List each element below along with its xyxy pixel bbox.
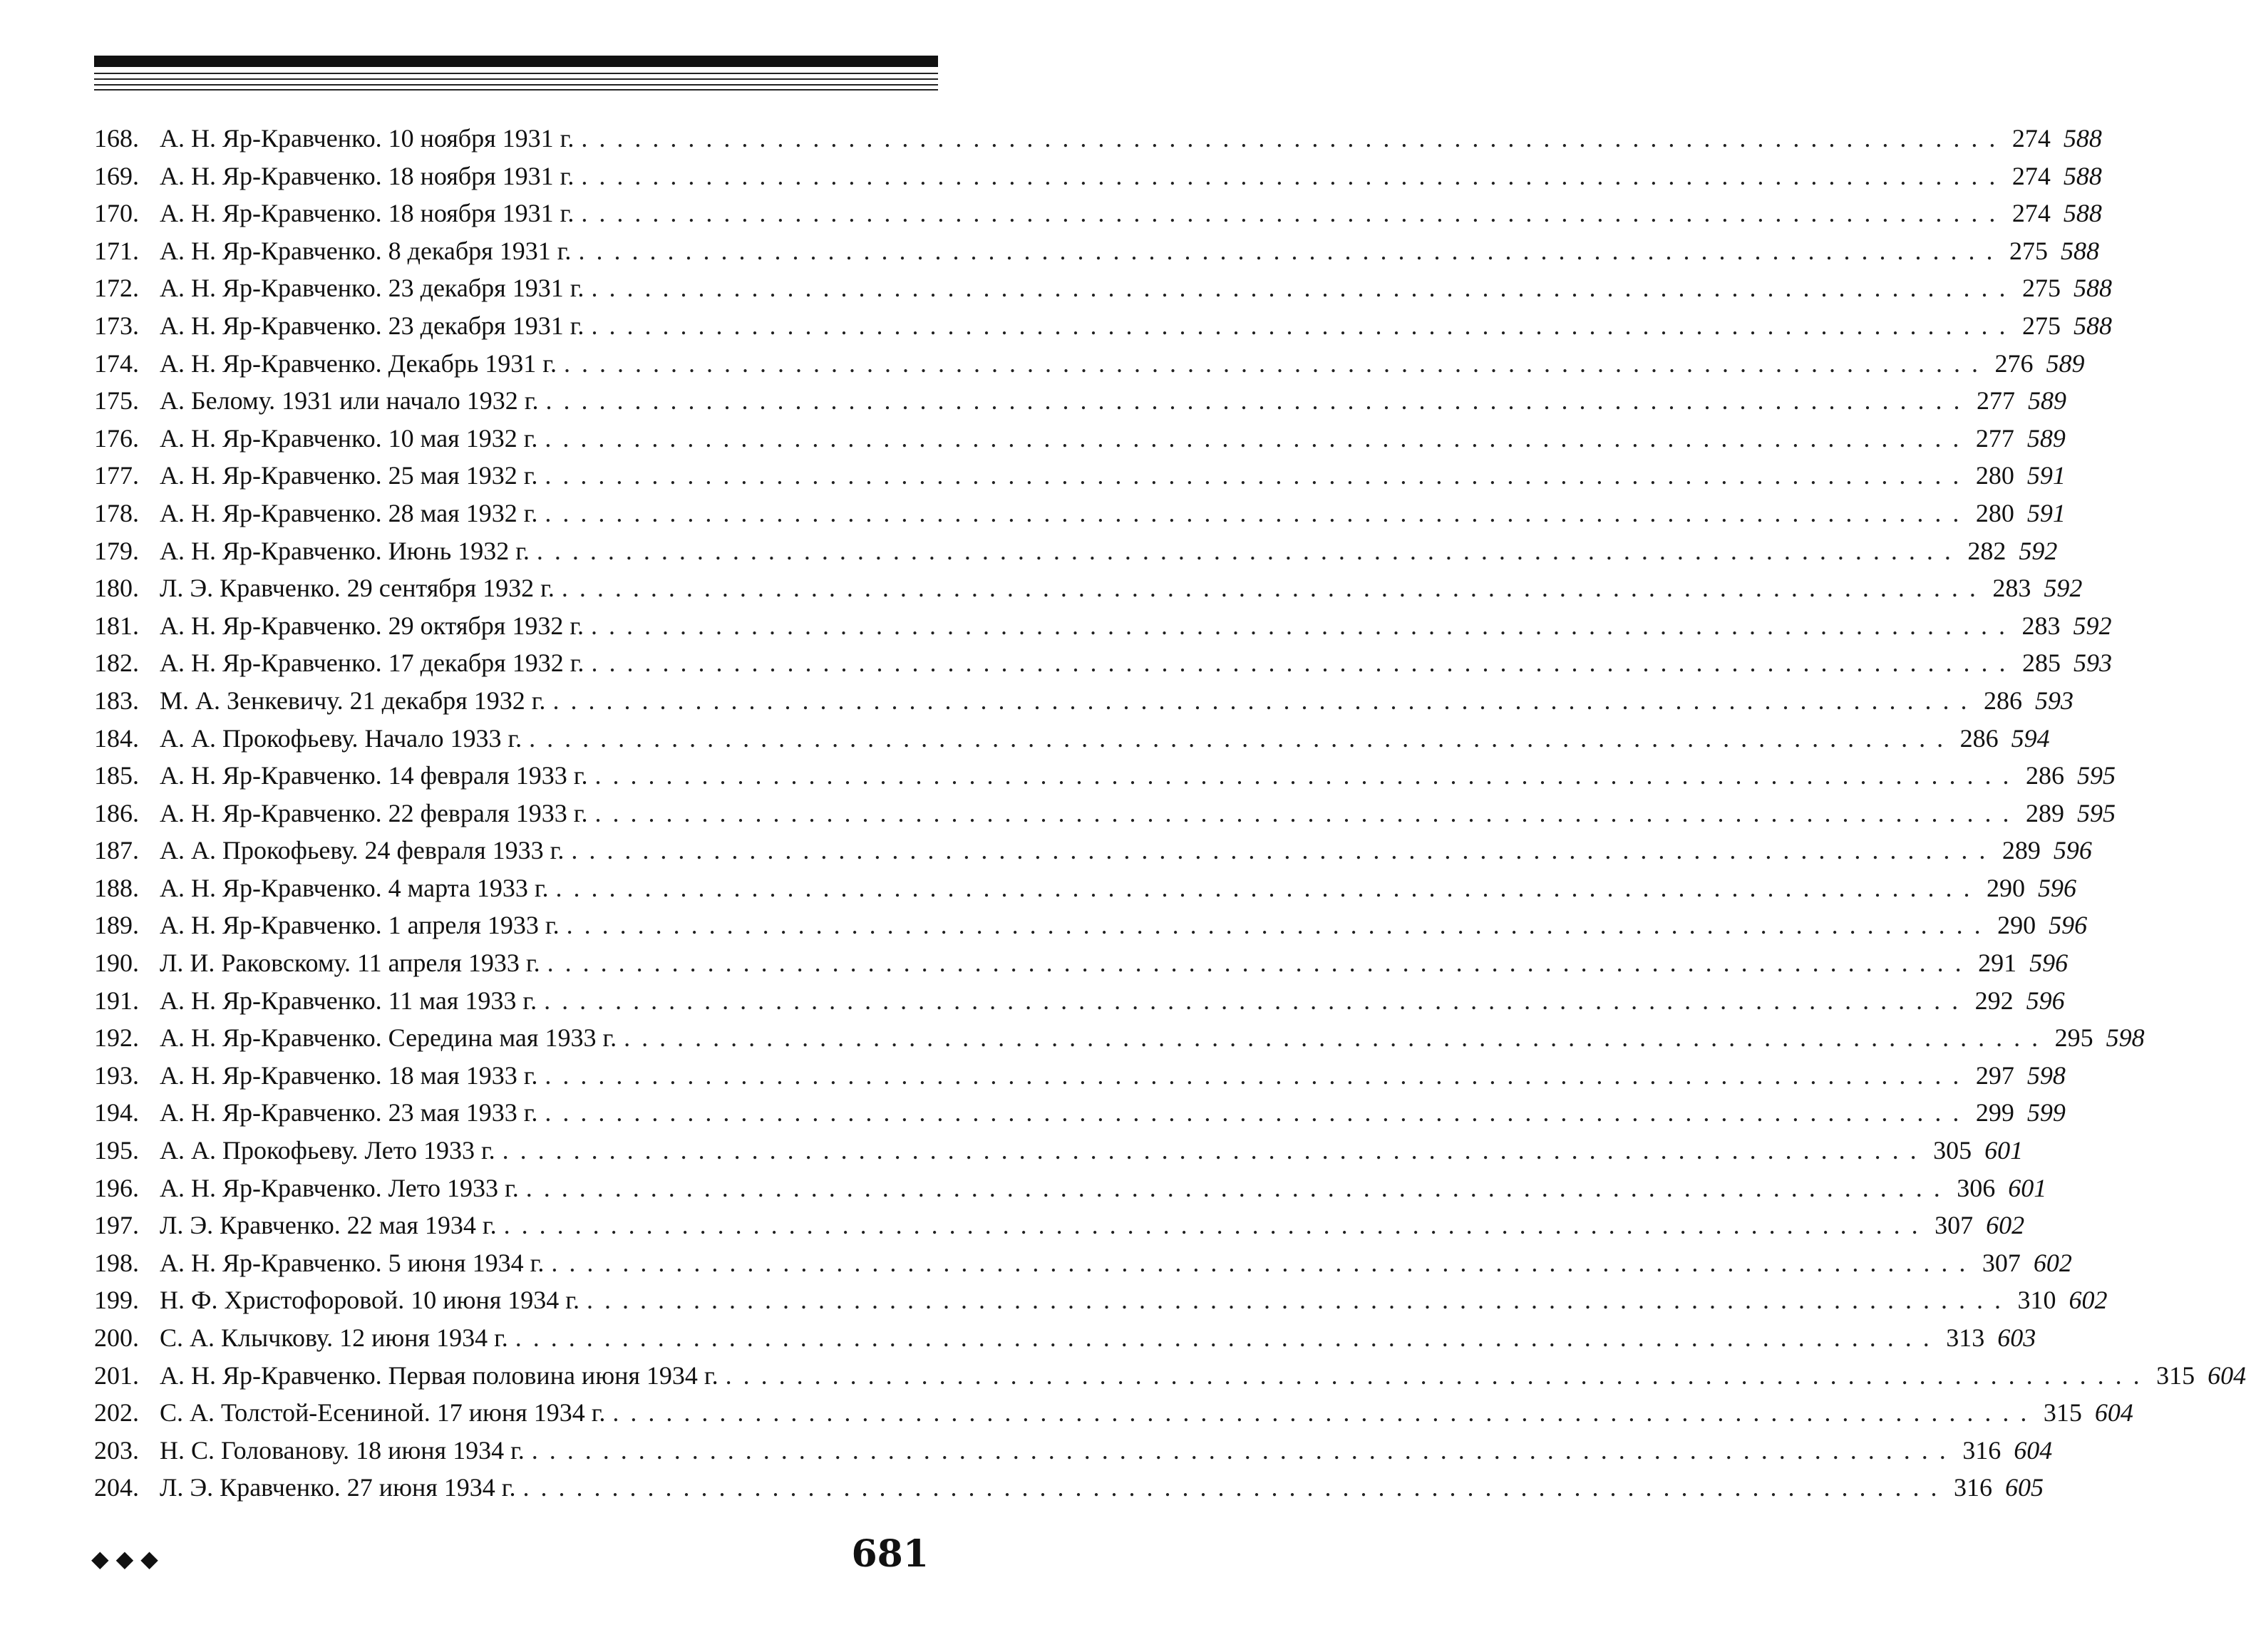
dot-leader: . . . . . . . . . . . . . . . . . . . . . . . . . . . . . . . . . . . . . . . . . . . . . . . . . . . . . . . . . . . . . . . . . . . . . . . . . . . . . . . . bbox=[515, 1323, 1932, 1352]
dot-leader: . . . . . . . . . . . . . . . . . . . . . . . . . . . . . . . . . . . . . . . . . . . . . . . . . . . . . . . . . . . . . . . . . . . . . . . . . . . . . . . . bbox=[529, 723, 1946, 753]
toc-entry bbox=[94, 495, 2066, 532]
dot-leader: . . . . . . . . . . . . . . . . . . . . . . . . . . . . . . . . . . . . . . . . . . . . . . . . . . . . . . . . . . . . . . . . . . . . . . . . . . . . . . . . bbox=[566, 911, 1984, 940]
toc-entry bbox=[94, 569, 2083, 607]
entry-page: 289 bbox=[2002, 836, 2041, 865]
dot-leader: . . . . . . . . . . . . . . . . . . . . . . . . . . . . . . . . . . . . . . . . . . . . . . . . . . . . . . . . . . . . . . . . . . . . . . . . . . . . . . . . bbox=[545, 423, 1962, 453]
toc-entry bbox=[94, 682, 2074, 720]
entry-commentary-page: 596 bbox=[2049, 911, 2088, 940]
entry-number: 185. bbox=[94, 761, 139, 790]
entry-commentary-page: 595 bbox=[2076, 761, 2116, 790]
entry-number: 178. bbox=[94, 498, 139, 527]
entry-page: 290 bbox=[1997, 911, 2036, 940]
entry-number: 193. bbox=[94, 1060, 139, 1090]
entry-number: 183. bbox=[94, 686, 139, 715]
dot-leader: . . . . . . . . . . . . . . . . . . . . . . . . . . . . . . . . . . . . . . . . . . . . . . . . . . . . . . . . . . . . . . . . . . . . . . . . . . . . . . . . bbox=[591, 274, 2008, 303]
entry-number: 179. bbox=[94, 536, 139, 565]
entry-number: 195. bbox=[94, 1136, 139, 1165]
entry-commentary-page: 591 bbox=[2026, 461, 2066, 490]
entry-commentary-page: 603 bbox=[1997, 1323, 2036, 1352]
header-rule-thin-1 bbox=[94, 73, 938, 74]
entry-number: 194. bbox=[94, 1098, 139, 1127]
entry-commentary-page: 593 bbox=[2073, 649, 2112, 678]
entry-page: 307 bbox=[1982, 1248, 2021, 1277]
entry-title: М. А. Зенкевичу. 21 декабря 1932 г. bbox=[160, 686, 546, 715]
entry-page: 280 bbox=[1975, 498, 2014, 527]
entry-number: 170. bbox=[94, 199, 139, 228]
entry-page: 277 bbox=[1976, 386, 2015, 415]
toc-entry bbox=[94, 1394, 2133, 1432]
entry-number: 198. bbox=[94, 1248, 139, 1277]
entry-page: 285 bbox=[2021, 649, 2061, 678]
entry-title: С. А. Толстой-Есениной. 17 июня 1934 г. bbox=[160, 1398, 606, 1428]
entry-commentary-page: 592 bbox=[2073, 611, 2112, 640]
entry-commentary-page: 588 bbox=[2073, 311, 2112, 340]
dot-leader: . . . . . . . . . . . . . . . . . . . . . . . . . . . . . . . . . . . . . . . . . . . . . . . . . . . . . . . . . . . . . . . . . . . . . . . . . . . . . . . . bbox=[552, 686, 1969, 715]
header-rule-thin-3 bbox=[94, 84, 938, 86]
toc-entry bbox=[94, 269, 2112, 307]
entry-number: 190. bbox=[94, 949, 139, 978]
entry-number: 175. bbox=[94, 386, 139, 415]
entry-number: 172. bbox=[94, 274, 139, 303]
toc-entry bbox=[94, 1469, 2044, 1507]
entry-title: А. Н. Яр-Кравченко. 18 ноября 1931 г. bbox=[160, 199, 575, 228]
entry-title: А. Н. Яр-Кравченко. 10 ноября 1931 г. bbox=[160, 124, 575, 153]
dot-leader: . . . . . . . . . . . . . . . . . . . . . . . . . . . . . . . . . . . . . . . . . . . . . . . . . . . . . . . . . . . . . . . . . . . . . . . . . . . . . . . . bbox=[624, 1023, 2041, 1053]
entry-number: 202. bbox=[94, 1398, 139, 1428]
entry-title: Л. И. Раковскому. 11 апреля 1933 г. bbox=[160, 949, 540, 978]
toc-entry bbox=[94, 1170, 2047, 1207]
dot-leader: . . . . . . . . . . . . . . . . . . . . . . . . . . . . . . . . . . . . . . . . . . . . . . . . . . . . . . . . . . . . . . . . . . . . . . . . . . . . . . . . bbox=[545, 1060, 1962, 1090]
entry-title: А. Н. Яр-Кравченко. 22 февраля 1933 г. bbox=[160, 798, 588, 827]
dot-leader: . . . . . . . . . . . . . . . . . . . . . . . . . . . . . . . . . . . . . . . . . . . . . . . . . . . . . . . . . . . . . . . . . . . . . . . . . . . . . . . . bbox=[591, 611, 2008, 640]
entry-number: 169. bbox=[94, 161, 139, 190]
entry-number: 184. bbox=[94, 723, 139, 753]
entry-title: А. Н. Яр-Кравченко. 8 декабря 1931 г. bbox=[160, 236, 572, 265]
entry-page: 286 bbox=[1983, 686, 2022, 715]
entry-commentary-page: 596 bbox=[2038, 873, 2077, 902]
entry-title: А. Н. Яр-Кравченко. Середина мая 1933 г. bbox=[160, 1023, 617, 1053]
toc-entry bbox=[94, 720, 2050, 758]
dot-leader: . . . . . . . . . . . . . . . . . . . . . . . . . . . . . . . . . . . . . . . . . . . . . . . . . . . . . . . . . . . . . . . . . . . . . . . . . . . . . . . . bbox=[594, 761, 2011, 790]
entry-page: 289 bbox=[2025, 798, 2064, 827]
entry-number: 182. bbox=[94, 649, 139, 678]
header-rule-thin-2 bbox=[94, 78, 938, 80]
entry-page: 315 bbox=[2043, 1398, 2082, 1428]
entry-title: А. А. Прокофьеву. Лето 1933 г. bbox=[160, 1136, 495, 1165]
toc-entry bbox=[94, 1019, 2145, 1057]
entry-commentary-page: 588 bbox=[2063, 124, 2102, 153]
entry-page: 292 bbox=[1974, 986, 2014, 1015]
toc-entry bbox=[94, 1357, 2246, 1395]
entry-page: 295 bbox=[2054, 1023, 2093, 1053]
dot-leader: . . . . . . . . . . . . . . . . . . . . . . . . . . . . . . . . . . . . . . . . . . . . . . . . . . . . . . . . . . . . . . . . . . . . . . . . . . . . . . . . bbox=[591, 311, 2008, 340]
entry-number: 200. bbox=[94, 1323, 139, 1352]
entry-page: 313 bbox=[1946, 1323, 1985, 1352]
dot-leader: . . . . . . . . . . . . . . . . . . . . . . . . . . . . . . . . . . . . . . . . . . . . . . . . . . . . . . . . . . . . . . . . . . . . . . . . . . . . . . . . bbox=[536, 536, 1954, 565]
dot-leader: . . . . . . . . . . . . . . . . . . . . . . . . . . . . . . . . . . . . . . . . . . . . . . . . . . . . . . . . . . . . . . . . . . . . . . . . . . . . . . . . bbox=[503, 1211, 1921, 1240]
entry-number: 188. bbox=[94, 873, 139, 902]
entry-commentary-page: 596 bbox=[2029, 949, 2069, 978]
dot-leader: . . . . . . . . . . . . . . . . . . . . . . . . . . . . . . . . . . . . . . . . . . . . . . . . . . . . . . . . . . . . . . . . . . . . . . . . . . . . . . . . bbox=[586, 1286, 2004, 1315]
dot-leader: . . . . . . . . . . . . . . . . . . . . . . . . . . . . . . . . . . . . . . . . . . . . . . . . . . . . . . . . . . . . . . . . . . . . . . . . . . . . . . . . bbox=[545, 498, 1962, 527]
entry-title: А. Н. Яр-Кравченко. Июнь 1932 г. bbox=[160, 536, 530, 565]
entry-title: А. Н. Яр-Кравченко. 23 декабря 1931 г. bbox=[160, 274, 584, 303]
entry-page: 276 bbox=[1994, 349, 2034, 378]
entry-title: Н. С. Голованову. 18 июня 1934 г. bbox=[160, 1435, 525, 1465]
entry-title: Л. Э. Кравченко. 27 июня 1934 г. bbox=[160, 1473, 516, 1502]
entry-title: А. Н. Яр-Кравченко. Первая половина июня 1934 г. bbox=[160, 1361, 718, 1390]
entry-title: А. Н. Яр-Кравченко. 1 апреля 1933 г. bbox=[160, 911, 560, 940]
toc-entry bbox=[94, 195, 2102, 232]
dot-leader: . . . . . . . . . . . . . . . . . . . . . . . . . . . . . . . . . . . . . . . . . . . . . . . . . . . . . . . . . . . . . . . . . . . . . . . . . . . . . . . . bbox=[612, 1398, 2029, 1428]
entry-page: 290 bbox=[1987, 873, 2026, 902]
entry-commentary-page: 591 bbox=[2026, 498, 2066, 527]
entry-title: А. Белому. 1931 или начало 1932 г. bbox=[160, 386, 539, 415]
entry-commentary-page: 602 bbox=[2033, 1248, 2072, 1277]
dot-leader: . . . . . . . . . . . . . . . . . . . . . . . . . . . . . . . . . . . . . . . . . . . . . . . . . . . . . . . . . . . . . . . . . . . . . . . . . . . . . . . . bbox=[545, 1098, 1962, 1127]
dot-leader: . . . . . . . . . . . . . . . . . . . . . . . . . . . . . . . . . . . . . . . . . . . . . . . . . . . . . . . . . . . . . . . . . . . . . . . . . . . . . . . . bbox=[545, 461, 1962, 490]
entry-title: А. Н. Яр-Кравченко. Декабрь 1931 г. bbox=[160, 349, 557, 378]
entry-page: 277 bbox=[1975, 423, 2014, 453]
dot-leader: . . . . . . . . . . . . . . . . . . . . . . . . . . . . . . . . . . . . . . . . . . . . . . . . . . . . . . . . . . . . . . . . . . . . . . . . . . . . . . . . bbox=[563, 349, 1981, 378]
entry-number: 186. bbox=[94, 798, 139, 827]
entry-number: 199. bbox=[94, 1286, 139, 1315]
dot-leader: . . . . . . . . . . . . . . . . . . . . . . . . . . . . . . . . . . . . . . . . . . . . . . . . . . . . . . . . . . . . . . . . . . . . . . . . . . . . . . . . bbox=[525, 1173, 1943, 1202]
entry-commentary-page: 596 bbox=[2053, 836, 2092, 865]
toc-entry bbox=[94, 345, 2085, 383]
toc-entry bbox=[94, 1132, 2024, 1170]
toc-entry bbox=[94, 832, 2092, 869]
entry-page: 299 bbox=[1975, 1098, 2014, 1127]
entry-number: 180. bbox=[94, 574, 139, 603]
entry-title: А. Н. Яр-Кравченко. 10 мая 1932 г. bbox=[160, 423, 538, 453]
dot-leader: . . . . . . . . . . . . . . . . . . . . . . . . . . . . . . . . . . . . . . . . . . . . . . . . . . . . . . . . . . . . . . . . . . . . . . . . . . . . . . . . bbox=[581, 199, 1998, 228]
entry-page: 275 bbox=[2021, 311, 2061, 340]
toc-entry bbox=[94, 532, 2058, 570]
entry-title: А. Н. Яр-Кравченко. 14 февраля 1933 г. bbox=[160, 761, 588, 790]
dot-leader: . . . . . . . . . . . . . . . . . . . . . . . . . . . . . . . . . . . . . . . . . . . . . . . . . . . . . . . . . . . . . . . . . . . . . . . . . . . . . . . . bbox=[502, 1136, 1920, 1165]
entry-page: 307 bbox=[1935, 1211, 1974, 1240]
entry-number: 171. bbox=[94, 236, 139, 265]
entry-commentary-page: 588 bbox=[2060, 236, 2099, 265]
entry-page: 274 bbox=[2011, 124, 2051, 153]
toc-entry bbox=[94, 869, 2077, 907]
entry-title: А. А. Прокофьеву. Начало 1933 г. bbox=[160, 723, 522, 753]
header-rule-thick bbox=[94, 56, 938, 67]
entry-title: А. Н. Яр-Кравченко. 18 ноября 1931 г. bbox=[160, 161, 575, 190]
entry-commentary-page: 599 bbox=[2026, 1098, 2066, 1127]
entry-title: С. А. Клычкову. 12 июня 1934 г. bbox=[160, 1323, 508, 1352]
toc-entry bbox=[94, 120, 2102, 158]
entry-commentary-page: 593 bbox=[2034, 686, 2074, 715]
entry-page: 286 bbox=[2025, 761, 2064, 790]
toc-entry bbox=[94, 607, 2112, 645]
dot-leader: . . . . . . . . . . . . . . . . . . . . . . . . . . . . . . . . . . . . . . . . . . . . . . . . . . . . . . . . . . . . . . . . . . . . . . . . . . . . . . . . bbox=[551, 1248, 1968, 1277]
toc-entry bbox=[94, 795, 2116, 832]
entry-commentary-page: 604 bbox=[2094, 1398, 2133, 1428]
dot-leader: . . . . . . . . . . . . . . . . . . . . . . . . . . . . . . . . . . . . . . . . . . . . . . . . . . . . . . . . . . . . . . . . . . . . . . . . . . . . . . . . bbox=[725, 1361, 2143, 1390]
dot-leader: . . . . . . . . . . . . . . . . . . . . . . . . . . . . . . . . . . . . . . . . . . . . . . . . . . . . . . . . . . . . . . . . . . . . . . . . . . . . . . . . bbox=[571, 836, 1988, 865]
entry-commentary-page: 589 bbox=[2046, 349, 2085, 378]
dot-leader: . . . . . . . . . . . . . . . . . . . . . . . . . . . . . . . . . . . . . . . . . . . . . . . . . . . . . . . . . . . . . . . . . . . . . . . . . . . . . . . . bbox=[578, 236, 1995, 265]
entry-commentary-page: 598 bbox=[2026, 1060, 2066, 1090]
entry-page: 283 bbox=[1992, 574, 2031, 603]
entry-commentary-page: 588 bbox=[2063, 199, 2102, 228]
toc-entry bbox=[94, 1319, 2036, 1357]
page-number: 681 bbox=[851, 1532, 929, 1576]
toc-entry bbox=[94, 1244, 2072, 1282]
entry-page: 274 bbox=[2011, 161, 2051, 190]
entry-title: А. Н. Яр-Кравченко. 17 декабря 1932 г. bbox=[160, 649, 584, 678]
entry-title: А. Н. Яр-Кравченко. 25 мая 1932 г. bbox=[160, 461, 538, 490]
entry-number: 203. bbox=[94, 1435, 139, 1465]
entry-page: 297 bbox=[1975, 1060, 2014, 1090]
entry-commentary-page: 602 bbox=[1986, 1211, 2025, 1240]
entry-page: 280 bbox=[1975, 461, 2014, 490]
entry-title: Л. Э. Кравченко. 22 мая 1934 г. bbox=[160, 1211, 497, 1240]
entry-page: 310 bbox=[2017, 1286, 2056, 1315]
entry-commentary-page: 602 bbox=[2069, 1286, 2108, 1315]
entry-number: 173. bbox=[94, 311, 139, 340]
entry-title: А. Н. Яр-Кравченко. 29 октября 1932 г. bbox=[160, 611, 584, 640]
entry-page: 283 bbox=[2021, 611, 2061, 640]
toc-entry bbox=[94, 420, 2066, 458]
toc-entry bbox=[94, 644, 2112, 682]
toc-entry bbox=[94, 1281, 2108, 1319]
entry-title: А. Н. Яр-Кравченко. 4 марта 1933 г. bbox=[160, 873, 549, 902]
entry-number: 191. bbox=[94, 986, 139, 1015]
entry-commentary-page: 588 bbox=[2073, 274, 2112, 303]
entry-number: 181. bbox=[94, 611, 139, 640]
entry-number: 174. bbox=[94, 349, 139, 378]
entry-commentary-page: 601 bbox=[2008, 1173, 2047, 1202]
dot-leader: . . . . . . . . . . . . . . . . . . . . . . . . . . . . . . . . . . . . . . . . . . . . . . . . . . . . . . . . . . . . . . . . . . . . . . . . . . . . . . . . bbox=[555, 873, 1973, 902]
entry-commentary-page: 595 bbox=[2076, 798, 2116, 827]
entry-number: 176. bbox=[94, 423, 139, 453]
dot-leader: . . . . . . . . . . . . . . . . . . . . . . . . . . . . . . . . . . . . . . . . . . . . . . . . . . . . . . . . . . . . . . . . . . . . . . . . . . . . . . . . bbox=[561, 574, 1979, 603]
entry-commentary-page: 589 bbox=[2027, 386, 2066, 415]
toc-entry bbox=[94, 1432, 2053, 1470]
entry-page: 305 bbox=[1933, 1136, 1972, 1165]
entry-title: А. Н. Яр-Кравченко. 11 мая 1933 г. bbox=[160, 986, 537, 1015]
entry-page: 315 bbox=[2156, 1361, 2195, 1390]
toc-entry bbox=[94, 907, 2088, 944]
dot-leader: . . . . . . . . . . . . . . . . . . . . . . . . . . . . . . . . . . . . . . . . . . . . . . . . . . . . . . . . . . . . . . . . . . . . . . . . . . . . . . . . bbox=[544, 986, 1961, 1015]
dot-leader: . . . . . . . . . . . . . . . . . . . . . . . . . . . . . . . . . . . . . . . . . . . . . . . . . . . . . . . . . . . . . . . . . . . . . . . . . . . . . . . . bbox=[522, 1473, 1940, 1502]
entry-title: А. Н. Яр-Кравченко. 5 июня 1934 г. bbox=[160, 1248, 545, 1277]
entry-number: 201. bbox=[94, 1361, 139, 1390]
dot-leader: . . . . . . . . . . . . . . . . . . . . . . . . . . . . . . . . . . . . . . . . . . . . . . . . . . . . . . . . . . . . . . . . . . . . . . . . . . . . . . . . bbox=[581, 124, 1998, 153]
header-rule-thin-4 bbox=[94, 89, 938, 91]
entry-title: Н. Ф. Христофоровой. 10 июня 1934 г. bbox=[160, 1286, 579, 1315]
entry-title: А. Н. Яр-Кравченко. 28 мая 1932 г. bbox=[160, 498, 538, 527]
entry-page: 275 bbox=[2021, 274, 2061, 303]
entry-page: 286 bbox=[1959, 723, 1999, 753]
toc-entry bbox=[94, 457, 2066, 495]
toc-entry bbox=[94, 1094, 2066, 1132]
dot-leader: . . . . . . . . . . . . . . . . . . . . . . . . . . . . . . . . . . . . . . . . . . . . . . . . . . . . . . . . . . . . . . . . . . . . . . . . . . . . . . . . bbox=[545, 386, 1962, 415]
toc-entry bbox=[94, 1057, 2066, 1095]
dot-leader: . . . . . . . . . . . . . . . . . . . . . . . . . . . . . . . . . . . . . . . . . . . . . . . . . . . . . . . . . . . . . . . . . . . . . . . . . . . . . . . . bbox=[591, 649, 2008, 678]
entry-commentary-page: 596 bbox=[2026, 986, 2065, 1015]
entry-page: 291 bbox=[1978, 949, 2017, 978]
table-of-contents bbox=[94, 120, 2246, 1507]
toc-entry bbox=[94, 982, 2065, 1020]
entry-page: 274 bbox=[2011, 199, 2051, 228]
entry-commentary-page: 598 bbox=[2106, 1023, 2145, 1053]
dot-leader: . . . . . . . . . . . . . . . . . . . . . . . . . . . . . . . . . . . . . . . . . . . . . . . . . . . . . . . . . . . . . . . . . . . . . . . . . . . . . . . . bbox=[547, 949, 1964, 978]
entry-title: А. А. Прокофьеву. 24 февраля 1933 г. bbox=[160, 836, 565, 865]
toc-entry bbox=[94, 382, 2066, 420]
toc-entry bbox=[94, 757, 2116, 795]
dot-leader: . . . . . . . . . . . . . . . . . . . . . . . . . . . . . . . . . . . . . . . . . . . . . . . . . . . . . . . . . . . . . . . . . . . . . . . . . . . . . . . . bbox=[594, 798, 2011, 827]
entry-commentary-page: 592 bbox=[2019, 536, 2058, 565]
entry-commentary-page: 605 bbox=[2005, 1473, 2044, 1502]
entry-number: 192. bbox=[94, 1023, 139, 1053]
entry-title: А. Н. Яр-Кравченко. 23 мая 1933 г. bbox=[160, 1098, 538, 1127]
entry-page: 275 bbox=[2009, 236, 2048, 265]
toc-entry bbox=[94, 307, 2112, 345]
toc-entry bbox=[94, 944, 2069, 982]
toc-entry bbox=[94, 232, 2099, 270]
entry-number: 196. bbox=[94, 1173, 139, 1202]
entry-number: 189. bbox=[94, 911, 139, 940]
entry-commentary-page: 604 bbox=[2014, 1435, 2053, 1465]
entry-commentary-page: 589 bbox=[2026, 423, 2066, 453]
entry-commentary-page: 594 bbox=[2011, 723, 2050, 753]
entry-number: 187. bbox=[94, 836, 139, 865]
toc-entry bbox=[94, 158, 2102, 195]
entry-commentary-page: 592 bbox=[2044, 574, 2083, 603]
entry-title: А. Н. Яр-Кравченко. 18 мая 1933 г. bbox=[160, 1060, 538, 1090]
entry-number: 204. bbox=[94, 1473, 139, 1502]
entry-title: Л. Э. Кравченко. 29 сентября 1932 г. bbox=[160, 574, 555, 603]
entry-commentary-page: 601 bbox=[1984, 1136, 2024, 1165]
entry-number: 177. bbox=[94, 461, 139, 490]
ornament-diamonds: ◆◆◆ bbox=[91, 1545, 165, 1572]
entry-page: 316 bbox=[1962, 1435, 2002, 1465]
dot-leader: . . . . . . . . . . . . . . . . . . . . . . . . . . . . . . . . . . . . . . . . . . . . . . . . . . . . . . . . . . . . . . . . . . . . . . . . . . . . . . . . bbox=[531, 1435, 1949, 1465]
entry-commentary-page: 588 bbox=[2063, 161, 2102, 190]
entry-page: 316 bbox=[1954, 1473, 1992, 1502]
entry-page: 282 bbox=[1967, 536, 2007, 565]
entry-title: А. Н. Яр-Кравченко. 23 декабря 1931 г. bbox=[160, 311, 584, 340]
dot-leader: . . . . . . . . . . . . . . . . . . . . . . . . . . . . . . . . . . . . . . . . . . . . . . . . . . . . . . . . . . . . . . . . . . . . . . . . . . . . . . . . bbox=[581, 161, 1998, 190]
entry-page: 306 bbox=[1957, 1173, 1996, 1202]
entry-number: 168. bbox=[94, 124, 139, 153]
entry-commentary-page: 604 bbox=[2208, 1361, 2246, 1390]
entry-number: 197. bbox=[94, 1211, 139, 1240]
toc-entry bbox=[94, 1207, 2025, 1244]
entry-title: А. Н. Яр-Кравченко. Лето 1933 г. bbox=[160, 1173, 519, 1202]
